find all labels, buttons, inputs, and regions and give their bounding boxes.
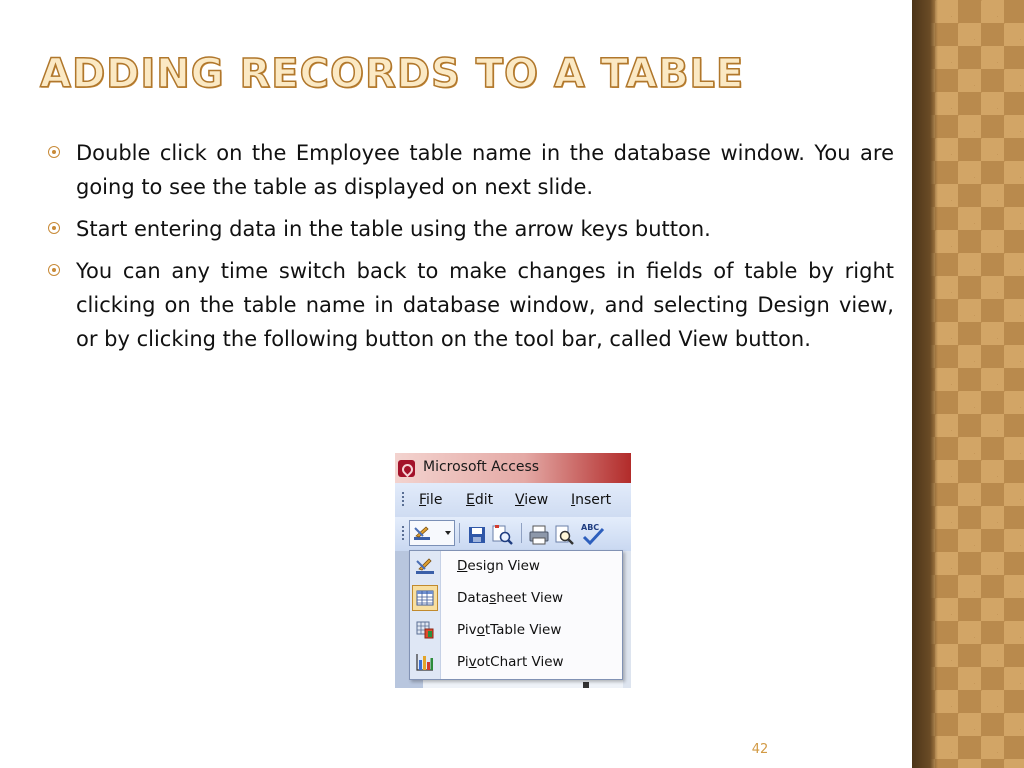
- window-bottom-area: [423, 680, 623, 688]
- pivot-table-icon: [415, 620, 435, 640]
- svg-text:ABC: ABC: [581, 523, 600, 532]
- menu-item-label: Datasheet View: [457, 590, 564, 606]
- bullet-item: [44, 136, 894, 204]
- menu-file[interactable]: File: [419, 492, 443, 508]
- window-titlebar: [395, 453, 631, 483]
- spelling-check-icon[interactable]: [579, 521, 607, 547]
- bullet-circle-icon: [48, 264, 60, 276]
- page-number: 42: [751, 742, 769, 757]
- bullet-text: Start entering data in the table using the arrow keys button.: [76, 217, 711, 241]
- view-dropdown-menu: [409, 550, 623, 680]
- bullet-circle-icon: [48, 222, 60, 234]
- toolbar-separator: [459, 523, 460, 543]
- bullet-text: You can any time switch back to make changes in fields of table by right clicking on the table name in database window, and selecting Design view, or by clicking the following button on the tool bar, called View button.: [76, 259, 894, 351]
- slide-title: ADDING RECORDS TO A TABLE: [40, 51, 745, 97]
- window-right-edge: [623, 551, 631, 688]
- menu-bar: [395, 483, 631, 517]
- file-search-icon[interactable]: [491, 524, 513, 546]
- access-screenshot: [395, 453, 631, 688]
- menu-insert[interactable]: Insert: [571, 492, 612, 508]
- menu-item-label: PivotTable View: [457, 622, 562, 638]
- window-title: Microsoft Access: [423, 459, 540, 475]
- menu-item-design-view[interactable]: [410, 551, 622, 581]
- view-button[interactable]: [409, 520, 455, 546]
- menu-view[interactable]: View: [515, 492, 549, 508]
- bullet-item: [44, 254, 894, 356]
- bullet-list: [44, 136, 894, 364]
- bullet-item: [44, 212, 894, 246]
- access-app-icon: [398, 460, 415, 477]
- menu-edit[interactable]: Edit: [466, 492, 494, 508]
- standard-toolbar: [395, 517, 631, 551]
- save-icon[interactable]: [467, 525, 487, 545]
- toolbar-separator: [521, 523, 522, 543]
- print-preview-icon[interactable]: [553, 524, 575, 546]
- chevron-down-icon[interactable]: [445, 531, 451, 535]
- bullet-circle-icon: [48, 146, 60, 158]
- menu-item-label: PivotChart View: [457, 654, 564, 670]
- menu-item-datasheet-view[interactable]: [410, 583, 622, 613]
- print-icon[interactable]: [528, 524, 550, 546]
- pivot-chart-icon: [415, 652, 435, 672]
- menu-item-pivotchart-view[interactable]: [410, 647, 622, 677]
- scroll-marker: [583, 682, 589, 688]
- bullet-text: Double click on the Employee table name in the database window. You are going to see the table as displayed on next slide.: [76, 141, 894, 199]
- datasheet-icon: [415, 588, 435, 608]
- menu-item-label: Design View: [457, 558, 540, 574]
- toolbar-grip-icon: [402, 526, 404, 542]
- design-view-icon: [415, 556, 435, 576]
- toolbar-grip-icon: [402, 492, 404, 508]
- side-strip-shadow: [912, 0, 938, 768]
- design-view-icon: [413, 524, 435, 542]
- menu-item-pivottable-view[interactable]: [410, 615, 622, 645]
